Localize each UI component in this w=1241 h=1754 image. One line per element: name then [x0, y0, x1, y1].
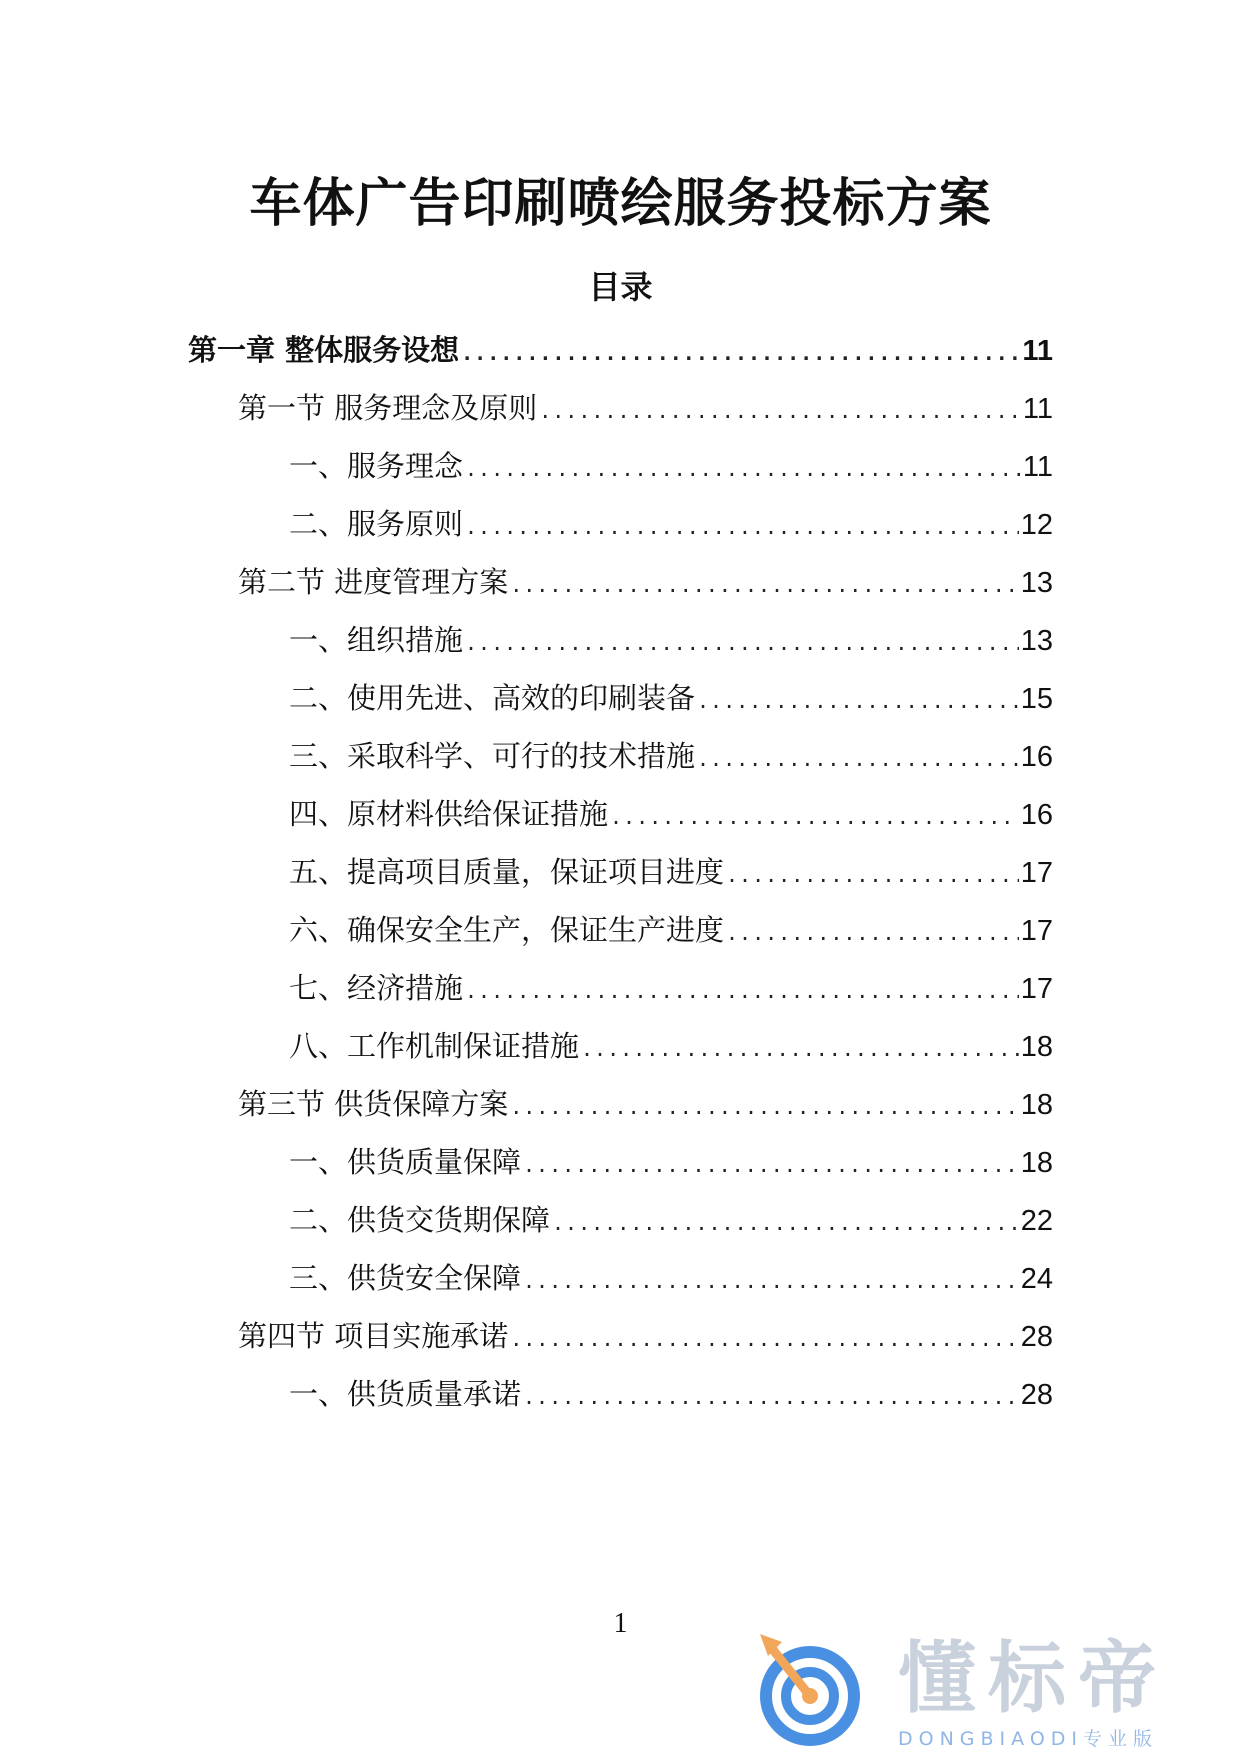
toc-dot-leader	[581, 1027, 1019, 1071]
toc-dot-leader	[539, 389, 1021, 433]
toc-entry[interactable]	[289, 850, 1053, 894]
toc-entry[interactable]	[289, 618, 1053, 662]
toc-dot-leader	[523, 1375, 1019, 1419]
toc-entry[interactable]	[289, 908, 1053, 952]
toc-entry-page: 11	[1022, 451, 1053, 483]
toc-entry[interactable]	[289, 676, 1053, 720]
toc-entry-label: 三、供货安全保障	[289, 1261, 522, 1295]
toc-dot-leader	[465, 621, 1019, 665]
toc-dot-leader	[465, 969, 1019, 1013]
toc-entry[interactable]	[289, 792, 1053, 836]
toc-heading: 目录	[588, 268, 653, 306]
target-arrow-icon	[748, 1632, 878, 1750]
toc-entry[interactable]	[238, 1082, 1053, 1126]
toc-entry-page: 11	[1022, 393, 1053, 425]
toc-dot-leader	[726, 853, 1019, 897]
toc-dot-leader	[697, 737, 1019, 781]
toc-entry[interactable]	[289, 1372, 1053, 1416]
watermark	[748, 1632, 1228, 1750]
toc-entry[interactable]	[289, 502, 1053, 546]
toc-entry-page: 22	[1020, 1205, 1053, 1237]
toc-entry[interactable]	[289, 734, 1053, 778]
toc-dot-leader	[726, 911, 1019, 955]
toc-entry-page: 16	[1020, 741, 1053, 773]
toc-entry-label: 第一节 服务理念及原则	[238, 391, 538, 425]
toc-entry-label: 七、经济措施	[289, 971, 464, 1005]
toc-entry-label: 五、提高项目质量，保证项目进度	[289, 855, 725, 889]
toc-dot-leader	[697, 679, 1019, 723]
toc-entry-label: 三、采取科学、可行的技术措施	[289, 739, 696, 773]
toc-entry-page: 13	[1020, 625, 1053, 657]
toc-entry-label: 八、工作机制保证措施	[289, 1029, 580, 1063]
toc-entry[interactable]	[238, 1314, 1053, 1358]
toc-entry-label: 第一章 整体服务设想	[188, 333, 460, 367]
page-number: 1	[613, 1608, 628, 1639]
toc-entry-page: 12	[1020, 509, 1053, 541]
toc-dot-leader	[510, 1317, 1019, 1361]
toc-entry[interactable]	[289, 1198, 1053, 1242]
toc-entry-page: 13	[1020, 567, 1053, 599]
toc-entry-page: 28	[1020, 1321, 1053, 1353]
toc-entry-page: 24	[1020, 1263, 1053, 1295]
toc-entry-label: 第三节 供货保障方案	[238, 1087, 509, 1121]
toc-dot-leader	[461, 331, 1020, 375]
toc-dot-leader	[465, 505, 1019, 549]
toc-entry-page: 17	[1020, 857, 1053, 889]
toc-entry[interactable]	[289, 966, 1053, 1010]
toc-entry-page: 18	[1020, 1147, 1053, 1179]
toc-entry-page: 18	[1020, 1089, 1053, 1121]
toc-entry-page: 16	[1020, 799, 1053, 831]
toc-entry-label: 第二节 进度管理方案	[238, 565, 509, 599]
toc-entry-page: 18	[1020, 1031, 1053, 1063]
toc-dot-leader	[510, 563, 1019, 607]
toc-dot-leader	[610, 795, 1019, 839]
toc-entry-label: 一、供货质量承诺	[289, 1377, 522, 1411]
toc-entry-label: 六、确保安全生产，保证生产进度	[289, 913, 725, 947]
toc-entry-page: 17	[1020, 915, 1053, 947]
toc-entry-label: 四、原材料供给保证措施	[289, 797, 609, 831]
document-title: 车体广告印刷喷绘服务投标方案	[249, 174, 992, 234]
toc-dot-leader	[552, 1201, 1019, 1245]
toc-dot-leader	[523, 1259, 1019, 1303]
toc-entry-label: 二、供货交货期保障	[289, 1203, 551, 1237]
toc-dot-leader	[465, 447, 1021, 491]
toc-entry-label: 一、服务理念	[289, 449, 464, 483]
watermark-text: 懂标帝	[898, 1634, 1169, 1724]
toc-entry[interactable]	[188, 328, 1053, 372]
toc-dot-leader	[523, 1143, 1019, 1187]
watermark-subtext: DONGBIAODI专业版	[898, 1728, 1159, 1750]
toc-entry-page: 15	[1020, 683, 1053, 715]
toc-entry-label: 第四节 项目实施承诺	[238, 1319, 509, 1353]
toc-dot-leader	[510, 1085, 1019, 1129]
toc-entry-page: 28	[1020, 1379, 1053, 1411]
toc-entry-label: 一、供货质量保障	[289, 1145, 522, 1179]
toc-entry[interactable]	[238, 560, 1053, 604]
toc-entry-page: 17	[1020, 973, 1053, 1005]
toc-entry-label: 一、组织措施	[289, 623, 464, 657]
toc-entry[interactable]	[289, 1024, 1053, 1068]
toc-entry-label: 二、使用先进、高效的印刷装备	[289, 681, 696, 715]
toc-entry-page: 11	[1022, 335, 1053, 367]
toc-entry[interactable]	[289, 1256, 1053, 1300]
toc-entry[interactable]	[238, 386, 1053, 430]
toc-entry[interactable]	[289, 444, 1053, 488]
toc-entry-label: 二、服务原则	[289, 507, 464, 541]
toc-entry[interactable]	[289, 1140, 1053, 1184]
